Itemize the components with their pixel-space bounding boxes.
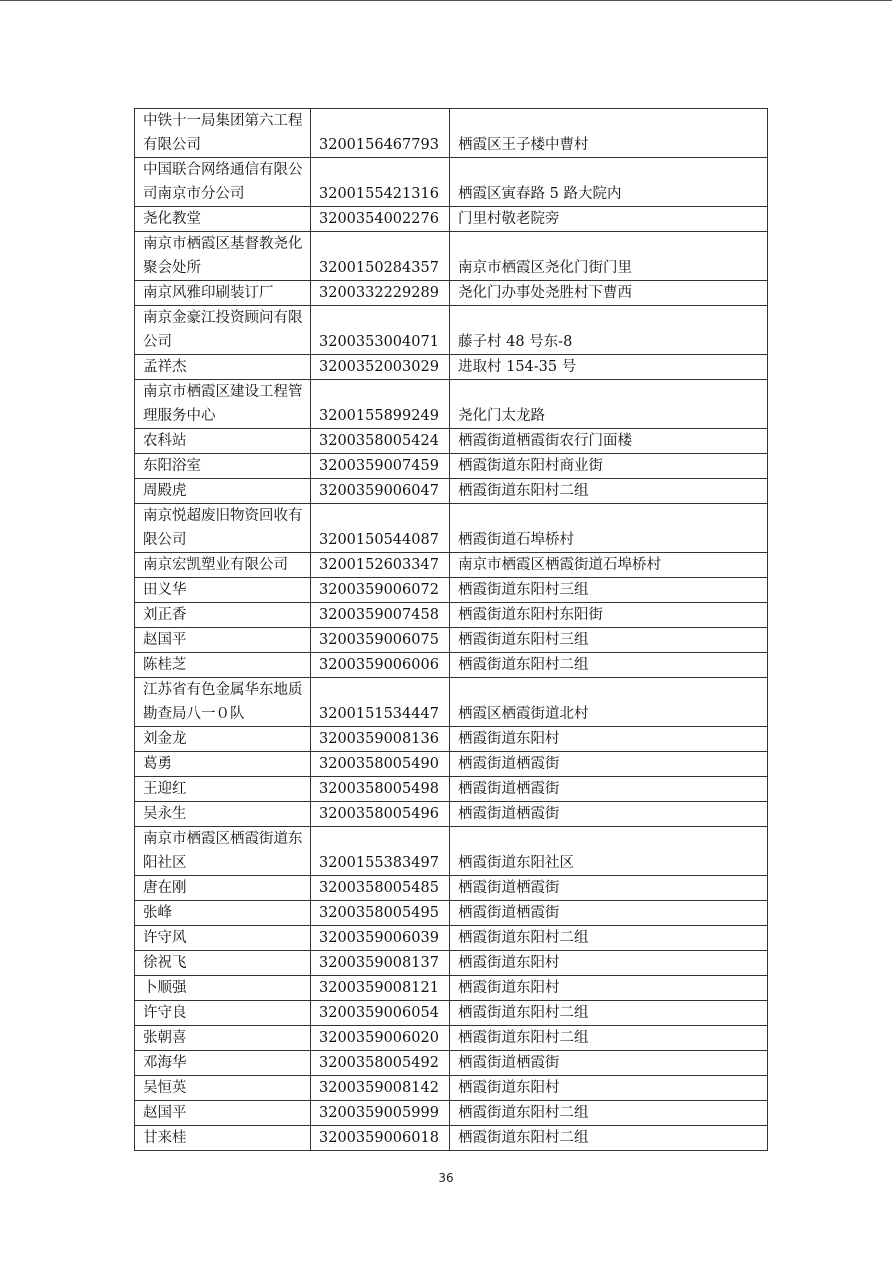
cell-name — [135, 802, 311, 827]
table-row — [135, 827, 768, 876]
table-row — [135, 158, 768, 207]
cell-code-text: 3200359006039 — [319, 930, 439, 946]
cell-address — [450, 1076, 768, 1101]
table-row — [135, 802, 768, 827]
table-row — [135, 653, 768, 678]
cell-code-text: 3200358005496 — [319, 806, 439, 822]
cell-address — [450, 827, 768, 876]
cell-code-text: 3200359006054 — [319, 1005, 439, 1021]
table-row — [135, 553, 768, 578]
cell-code — [311, 727, 450, 752]
table-row — [135, 603, 768, 628]
cell-name — [135, 628, 311, 653]
cell-code — [311, 1101, 450, 1126]
cell-name — [135, 429, 311, 454]
cell-address — [450, 109, 768, 158]
cell-name-text: 吴恒英 — [143, 1080, 187, 1096]
cell-code — [311, 603, 450, 628]
cell-name-text: 南京宏凯塑业有限公司 — [143, 557, 288, 573]
cell-code-text: 3200152603347 — [319, 557, 439, 573]
table-row — [135, 901, 768, 926]
cell-code-text: 3200150284357 — [319, 260, 439, 276]
table-row — [135, 479, 768, 504]
cell-code — [311, 429, 450, 454]
table-row — [135, 1001, 768, 1026]
table-row — [135, 752, 768, 777]
cell-name — [135, 653, 311, 678]
cell-name — [135, 1101, 311, 1126]
cell-code — [311, 232, 450, 281]
cell-name — [135, 1001, 311, 1026]
cell-name — [135, 207, 311, 232]
cell-code-text: 3200332229289 — [319, 285, 439, 301]
cell-address-text: 栖霞区寅春路 5 路大院内 — [458, 186, 622, 202]
table-row — [135, 976, 768, 1001]
cell-code — [311, 1001, 450, 1026]
cell-address — [450, 232, 768, 281]
cell-name — [135, 976, 311, 1001]
table-row — [135, 1051, 768, 1076]
cell-code — [311, 158, 450, 207]
cell-address — [450, 207, 768, 232]
cell-address-text: 栖霞街道东阳村二组 — [458, 1105, 589, 1121]
cell-address — [450, 603, 768, 628]
cell-code — [311, 1126, 450, 1151]
table-row — [135, 628, 768, 653]
cell-address-text: 进取村 154-35 号 — [458, 359, 577, 375]
cell-address-text: 栖霞街道东阳村三组 — [458, 582, 589, 598]
cell-address-text: 栖霞街道栖霞街 — [458, 806, 560, 822]
cell-code — [311, 678, 450, 727]
cell-code-text: 3200155421316 — [319, 186, 439, 202]
table-row — [135, 504, 768, 553]
cell-code-text: 3200156467793 — [319, 137, 439, 153]
cell-address-text: 栖霞街道栖霞街农行门面楼 — [458, 433, 632, 449]
cell-name — [135, 926, 311, 951]
cell-code-text: 3200359007458 — [319, 607, 439, 623]
cell-code — [311, 281, 450, 306]
cell-code — [311, 553, 450, 578]
table-row — [135, 355, 768, 380]
cell-name — [135, 901, 311, 926]
cell-code — [311, 926, 450, 951]
cell-code — [311, 454, 450, 479]
table-row — [135, 678, 768, 727]
table-row — [135, 232, 768, 281]
cell-address-text: 栖霞街道栖霞街 — [458, 880, 560, 896]
records-table-body — [135, 109, 768, 1151]
cell-name — [135, 678, 311, 727]
cell-address — [450, 777, 768, 802]
cell-name-text: 许守良 — [143, 1005, 187, 1021]
cell-code-text: 3200359006075 — [319, 632, 439, 648]
cell-code — [311, 951, 450, 976]
cell-address-text: 栖霞街道东阳村 — [458, 980, 560, 996]
cell-name — [135, 827, 311, 876]
cell-address — [450, 281, 768, 306]
table-row — [135, 1126, 768, 1151]
cell-name — [135, 504, 311, 553]
cell-address-text: 栖霞街道东阳村二组 — [458, 483, 589, 499]
cell-name-text: 南京市栖霞区建设工程管理服务中心 — [143, 384, 303, 424]
cell-address-text: 栖霞街道东阳村二组 — [458, 1130, 589, 1146]
cell-code — [311, 109, 450, 158]
cell-name — [135, 454, 311, 479]
cell-code-text: 3200358005498 — [319, 781, 439, 797]
cell-name-text: 南京风雅印刷装订厂 — [143, 285, 274, 301]
cell-code — [311, 1026, 450, 1051]
cell-address-text: 栖霞街道东阳村 — [458, 955, 560, 971]
cell-address — [450, 678, 768, 727]
cell-address — [450, 306, 768, 355]
cell-code — [311, 1051, 450, 1076]
cell-name-text: 邓海华 — [143, 1055, 187, 1071]
cell-code — [311, 976, 450, 1001]
cell-name-text: 唐在刚 — [143, 880, 187, 896]
cell-code — [311, 827, 450, 876]
cell-name-text: 尧化教堂 — [143, 211, 201, 227]
cell-address — [450, 752, 768, 777]
cell-code — [311, 504, 450, 553]
cell-name-text: 张峰 — [143, 905, 172, 921]
records-table — [134, 108, 768, 1151]
cell-code — [311, 355, 450, 380]
cell-address — [450, 1001, 768, 1026]
cell-code-text: 3200359006006 — [319, 657, 439, 673]
cell-code-text: 3200359006020 — [319, 1030, 439, 1046]
cell-code-text: 3200358005424 — [319, 433, 439, 449]
cell-address — [450, 578, 768, 603]
cell-address-text: 南京市栖霞区尧化门街门里 — [458, 260, 632, 276]
table-row — [135, 207, 768, 232]
cell-address-text: 栖霞街道东阳村二组 — [458, 657, 589, 673]
cell-address-text: 藤子村 48 号东-8 — [458, 334, 573, 350]
cell-name — [135, 1051, 311, 1076]
cell-code-text: 3200359008142 — [319, 1080, 439, 1096]
cell-name-text: 东阳浴室 — [143, 458, 201, 474]
cell-address — [450, 454, 768, 479]
cell-code — [311, 752, 450, 777]
table-row — [135, 777, 768, 802]
cell-address — [450, 628, 768, 653]
table-row — [135, 951, 768, 976]
cell-code-text: 3200151534447 — [319, 706, 439, 722]
cell-address — [450, 355, 768, 380]
cell-address — [450, 876, 768, 901]
page-number: 36 — [438, 1171, 454, 1185]
cell-name — [135, 479, 311, 504]
cell-name-text: 徐祝飞 — [143, 955, 187, 971]
cell-name-text: 赵国平 — [143, 632, 187, 648]
table-row — [135, 1076, 768, 1101]
cell-address — [450, 727, 768, 752]
cell-name — [135, 876, 311, 901]
cell-name-text: 葛勇 — [143, 756, 172, 772]
table-row — [135, 926, 768, 951]
page-top-rule — [0, 0, 892, 1]
cell-name — [135, 553, 311, 578]
cell-code-text: 3200359008121 — [319, 980, 439, 996]
cell-name — [135, 578, 311, 603]
cell-code-text: 3200354002276 — [319, 211, 439, 227]
cell-address-text: 栖霞街道石埠桥村 — [458, 532, 574, 548]
cell-address — [450, 653, 768, 678]
table-row — [135, 429, 768, 454]
cell-name-text: 农科站 — [143, 433, 187, 449]
cell-code — [311, 306, 450, 355]
cell-name-text: 吴永生 — [143, 806, 187, 822]
table-row — [135, 306, 768, 355]
cell-code-text: 3200358005495 — [319, 905, 439, 921]
cell-name — [135, 281, 311, 306]
cell-code-text: 3200150544087 — [319, 532, 439, 548]
cell-name-text: 中铁十一局集团第六工程有限公司 — [143, 113, 303, 153]
cell-name-text: 江苏省有色金属华东地质勘查局八一０队 — [143, 682, 303, 722]
cell-address — [450, 158, 768, 207]
cell-address-text: 栖霞街道栖霞街 — [458, 781, 560, 797]
cell-code-text: 3200359008137 — [319, 955, 439, 971]
table-row — [135, 1101, 768, 1126]
cell-name — [135, 727, 311, 752]
cell-address-text: 栖霞区栖霞街道北村 — [458, 706, 589, 722]
cell-address — [450, 1026, 768, 1051]
cell-code — [311, 578, 450, 603]
cell-address — [450, 504, 768, 553]
cell-address — [450, 1126, 768, 1151]
cell-code-text: 3200352003029 — [319, 359, 439, 375]
cell-name — [135, 355, 311, 380]
table-row — [135, 454, 768, 479]
cell-name-text: 南京悦超废旧物资回收有限公司 — [143, 508, 303, 548]
cell-address — [450, 553, 768, 578]
cell-code-text: 3200359006047 — [319, 483, 439, 499]
cell-address — [450, 926, 768, 951]
cell-code — [311, 876, 450, 901]
cell-name-text: 周殿虎 — [143, 483, 187, 499]
cell-code-text: 3200353004071 — [319, 334, 439, 350]
cell-code — [311, 901, 450, 926]
cell-address-text: 栖霞街道东阳村东阳街 — [458, 607, 603, 623]
cell-address-text: 栖霞街道东阳村商业街 — [458, 458, 603, 474]
cell-code — [311, 479, 450, 504]
cell-address-text: 门里村敬老院旁 — [458, 211, 560, 227]
cell-code-text: 3200359008136 — [319, 731, 439, 747]
cell-code-text: 3200358005492 — [319, 1055, 439, 1071]
cell-name-text: 南京市栖霞区栖霞街道东阳社区 — [143, 831, 303, 871]
cell-name — [135, 306, 311, 355]
cell-address-text: 栖霞区王子楼中曹村 — [458, 137, 589, 153]
cell-address-text: 栖霞街道东阳村二组 — [458, 1005, 589, 1021]
cell-name — [135, 951, 311, 976]
cell-name-text: 卜顺强 — [143, 980, 187, 996]
cell-address-text: 尧化门太龙路 — [458, 408, 545, 424]
cell-name — [135, 603, 311, 628]
cell-name-text: 刘正香 — [143, 607, 187, 623]
cell-name-text: 张朝喜 — [143, 1030, 187, 1046]
cell-name-text: 南京市栖霞区基督教尧化聚会处所 — [143, 236, 303, 276]
cell-name-text: 田义华 — [143, 582, 187, 598]
cell-name-text: 甘来桂 — [143, 1130, 187, 1146]
cell-address — [450, 479, 768, 504]
cell-code — [311, 628, 450, 653]
table-row — [135, 281, 768, 306]
cell-code-text: 3200359006018 — [319, 1130, 439, 1146]
cell-address — [450, 1101, 768, 1126]
cell-address — [450, 802, 768, 827]
cell-address-text: 栖霞街道东阳村二组 — [458, 930, 589, 946]
cell-address-text: 栖霞街道东阳社区 — [458, 855, 574, 871]
cell-name-text: 赵国平 — [143, 1105, 187, 1121]
cell-code-text: 3200155383497 — [319, 855, 439, 871]
cell-address — [450, 1051, 768, 1076]
cell-code-text: 3200359007459 — [319, 458, 439, 474]
cell-name-text: 南京金豪江投资顾问有限公司 — [143, 310, 303, 350]
cell-code — [311, 1076, 450, 1101]
cell-code — [311, 777, 450, 802]
cell-name — [135, 1026, 311, 1051]
cell-code — [311, 653, 450, 678]
table-row — [135, 727, 768, 752]
table-row — [135, 1026, 768, 1051]
cell-name — [135, 109, 311, 158]
cell-address-text: 尧化门办事处尧胜村下曹西 — [458, 285, 632, 301]
table-row — [135, 578, 768, 603]
cell-code — [311, 207, 450, 232]
table-row — [135, 109, 768, 158]
cell-code-text: 3200359005999 — [319, 1105, 439, 1121]
cell-name — [135, 158, 311, 207]
cell-name — [135, 752, 311, 777]
cell-address-text: 栖霞街道东阳村 — [458, 731, 560, 747]
cell-name — [135, 777, 311, 802]
cell-address — [450, 976, 768, 1001]
cell-address-text: 栖霞街道东阳村三组 — [458, 632, 589, 648]
cell-name-text: 刘金龙 — [143, 731, 187, 747]
cell-name — [135, 1076, 311, 1101]
cell-address-text: 南京市栖霞区栖霞街道石埠桥村 — [458, 557, 661, 573]
cell-code — [311, 380, 450, 429]
cell-name-text: 孟祥杰 — [143, 359, 187, 375]
cell-name-text: 王迎红 — [143, 781, 187, 797]
cell-name-text: 中国联合网络通信有限公司南京市分公司 — [143, 162, 303, 202]
cell-code-text: 3200358005485 — [319, 880, 439, 896]
cell-address-text: 栖霞街道栖霞街 — [458, 756, 560, 772]
cell-address-text: 栖霞街道东阳村二组 — [458, 1030, 589, 1046]
table-row — [135, 380, 768, 429]
cell-address-text: 栖霞街道栖霞街 — [458, 1055, 560, 1071]
cell-address — [450, 429, 768, 454]
cell-code — [311, 802, 450, 827]
table-row — [135, 876, 768, 901]
cell-code-text: 3200155899249 — [319, 408, 439, 424]
cell-code-text: 3200358005490 — [319, 756, 439, 772]
cell-code-text: 3200359006072 — [319, 582, 439, 598]
cell-name — [135, 1126, 311, 1151]
cell-address-text: 栖霞街道栖霞街 — [458, 905, 560, 921]
cell-name-text: 陈桂芝 — [143, 657, 187, 673]
cell-address — [450, 901, 768, 926]
cell-name — [135, 380, 311, 429]
cell-address-text: 栖霞街道东阳村 — [458, 1080, 560, 1096]
cell-address — [450, 380, 768, 429]
cell-name — [135, 232, 311, 281]
cell-address — [450, 951, 768, 976]
cell-name-text: 许守风 — [143, 930, 187, 946]
